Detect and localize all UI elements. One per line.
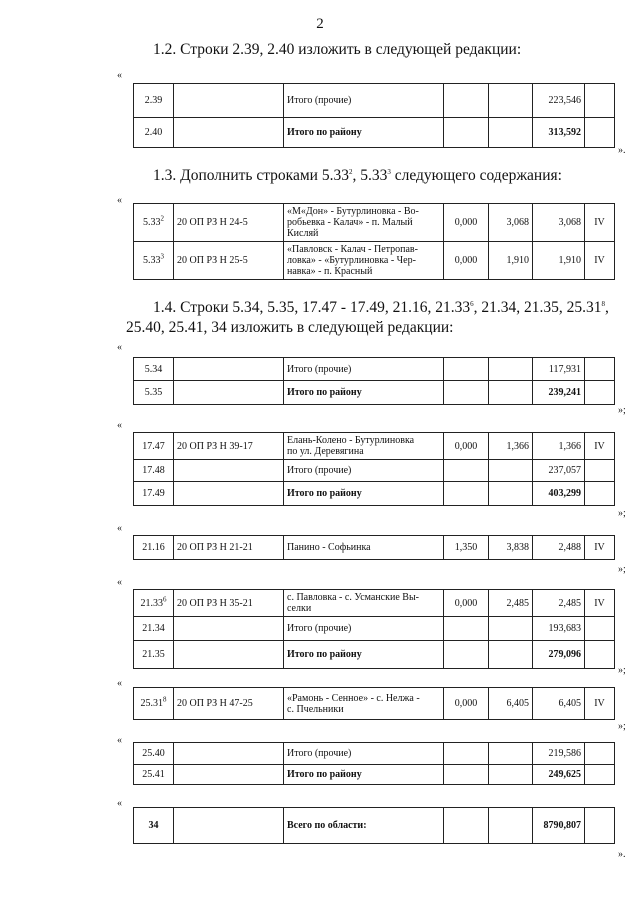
road-code: [174, 641, 284, 669]
table-row: [134, 617, 615, 641]
table-row: [134, 688, 615, 720]
open-quote: «: [117, 735, 122, 746]
heading-text: , 5.33: [352, 167, 388, 184]
end-km: 1,910: [489, 242, 533, 280]
close-quote: »;: [618, 665, 626, 676]
close-quote: »;: [618, 564, 626, 575]
row-superscript: 2: [160, 214, 164, 223]
length-km: 279,096: [533, 641, 585, 669]
length-km: 237,057: [533, 460, 585, 482]
length-km: 239,241: [533, 381, 585, 405]
road-name: «Павловск - Калач - Петропав- ловка» - «Бутурлиновка - Чер- навка» - п. Красный: [284, 242, 444, 280]
close-quote: »;: [618, 405, 626, 416]
table-lines-25-40-25-41: [133, 742, 615, 785]
end-km: [489, 118, 533, 148]
row-number: 17.47: [134, 433, 174, 460]
category: [585, 808, 615, 844]
category: IV: [585, 242, 615, 280]
heading-superscript: 6: [470, 299, 474, 308]
start-km: [444, 765, 489, 785]
road-name: Итого по району: [284, 765, 444, 785]
road-code: 20 ОП РЗ Н 25-5: [174, 242, 284, 280]
table-lines-21-33-21-35: [133, 589, 615, 669]
row-superscript: 3: [160, 252, 164, 261]
length-km: 313,592: [533, 118, 585, 148]
length-km: 249,625: [533, 765, 585, 785]
road-name: с. Павловка - с. Усманские Вы- селки: [284, 590, 444, 617]
end-km: [489, 617, 533, 641]
start-km: 1,350: [444, 536, 489, 560]
end-km: 2,485: [489, 590, 533, 617]
category: [585, 765, 615, 785]
heading-superscript: 3: [387, 167, 391, 176]
row-number: 17.49: [134, 482, 174, 506]
category: [585, 617, 615, 641]
road-code: [174, 84, 284, 118]
road-name: «Рамонь - Сенное» - с. Нелжа - с. Пчельники: [284, 688, 444, 720]
road-name: Итого по району: [284, 381, 444, 405]
open-quote: «: [117, 420, 122, 431]
road-code: 20 ОП РЗ Н 39-17: [174, 433, 284, 460]
road-code: [174, 358, 284, 381]
open-quote: «: [117, 523, 122, 534]
heading-text: 1.3. Дополнить строками 5.33: [153, 167, 349, 184]
category: IV: [585, 536, 615, 560]
length-km: 223,546: [533, 84, 585, 118]
length-km: 1,910: [533, 242, 585, 280]
heading-superscript: 2: [348, 167, 353, 176]
road-name: «М«Дон» - Бутурлиновка - Во- робьевка - Калач» - п. Малый Кисляй: [284, 204, 444, 242]
end-km: 3,068: [489, 204, 533, 242]
table-line-34: [133, 807, 615, 844]
table-row: [134, 204, 615, 242]
page-number: 2: [316, 16, 324, 32]
open-quote: «: [117, 70, 122, 81]
close-quote: ».: [618, 145, 626, 156]
end-km: [489, 641, 533, 669]
table-row: [134, 433, 615, 460]
category: IV: [585, 204, 615, 242]
open-quote: «: [117, 577, 122, 588]
open-quote: «: [117, 798, 122, 809]
length-km: 8790,807: [533, 808, 585, 844]
table-row: [134, 536, 615, 560]
table-row: [134, 808, 615, 844]
end-km: [489, 482, 533, 506]
road-code: 20 ОП РЗ Н 24-5: [174, 204, 284, 242]
close-quote: ».: [618, 849, 626, 860]
row-superscript: 8: [163, 695, 167, 704]
start-km: [444, 358, 489, 381]
section-heading-1-4: [153, 298, 609, 318]
category: [585, 641, 615, 669]
length-km: 193,683: [533, 617, 585, 641]
end-km: [489, 808, 533, 844]
road-name: Итого (прочие): [284, 617, 444, 641]
table-line-25-31: [133, 687, 615, 720]
section-heading-1-4-line2: 25.40, 25.41, 34 изложить в следующей редакции:: [126, 319, 454, 336]
start-km: [444, 84, 489, 118]
end-km: 3,838: [489, 536, 533, 560]
start-km: 0,000: [444, 242, 489, 280]
section-heading-1-2: 1.2. Строки 2.39, 2.40 изложить в следующей редакции:: [153, 41, 522, 58]
table-row: [134, 381, 615, 405]
end-km: [489, 358, 533, 381]
table-row: [134, 118, 615, 148]
start-km: [444, 118, 489, 148]
road-code: [174, 617, 284, 641]
open-quote: «: [117, 195, 122, 206]
start-km: [444, 641, 489, 669]
start-km: 0,000: [444, 688, 489, 720]
start-km: [444, 381, 489, 405]
table-lines-5-33: [133, 203, 615, 280]
row-number: 21.35: [134, 641, 174, 669]
category: [585, 381, 615, 405]
heading-superscript: 8: [601, 299, 605, 308]
road-code: [174, 482, 284, 506]
start-km: [444, 743, 489, 765]
row-number: 25.40: [134, 743, 174, 765]
row-number: 5.33$^3$: [134, 242, 174, 280]
road-code: [174, 743, 284, 765]
table-row: [134, 641, 615, 669]
start-km: 0,000: [444, 590, 489, 617]
row-number: 2.39: [134, 84, 174, 118]
length-km: 2,485: [533, 590, 585, 617]
road-name: Итого (прочие): [284, 358, 444, 381]
row-number: 21.33$^6$: [134, 590, 174, 617]
road-name: Итого (прочие): [284, 460, 444, 482]
end-km: [489, 743, 533, 765]
row-number: 5.33$^2$: [134, 204, 174, 242]
road-name: Итого по району: [284, 118, 444, 148]
heading-text: ,: [604, 299, 609, 316]
row-number: 25.41: [134, 765, 174, 785]
table-row: [134, 765, 615, 785]
length-km: 117,931: [533, 358, 585, 381]
end-km: [489, 381, 533, 405]
length-km: 3,068: [533, 204, 585, 242]
table-row: [134, 84, 615, 118]
road-name: Итого (прочие): [284, 84, 444, 118]
road-name: Елань-Колено - Бутурлиновка по ул. Деревягина: [284, 433, 444, 460]
road-name: Всего по области:: [284, 808, 444, 844]
start-km: 0,000: [444, 433, 489, 460]
end-km: [489, 84, 533, 118]
heading-text: , 21.34, 21.35, 25.31: [473, 299, 602, 316]
category: IV: [585, 433, 615, 460]
row-number: 34: [134, 808, 174, 844]
row-number: 2.40: [134, 118, 174, 148]
category: [585, 358, 615, 381]
category: [585, 482, 615, 506]
start-km: [444, 808, 489, 844]
open-quote: «: [117, 342, 122, 353]
table-row: [134, 358, 615, 381]
category: [585, 84, 615, 118]
start-km: [444, 482, 489, 506]
heading-text: следующего содержания:: [390, 167, 562, 184]
table-line-21-16: [133, 535, 615, 560]
start-km: 0,000: [444, 204, 489, 242]
road-name: Итого по району: [284, 641, 444, 669]
category: [585, 118, 615, 148]
road-code: 20 ОП РЗ Н 47-25: [174, 688, 284, 720]
row-number: 17.48: [134, 460, 174, 482]
road-code: [174, 808, 284, 844]
road-code: 20 ОП РЗ Н 21-21: [174, 536, 284, 560]
table-row: [134, 242, 615, 280]
end-km: [489, 765, 533, 785]
category: [585, 743, 615, 765]
length-km: 219,586: [533, 743, 585, 765]
section-heading-1-3: [153, 166, 562, 186]
table-lines-17-47-17-49: [133, 432, 615, 506]
row-number: 21.16: [134, 536, 174, 560]
length-km: 6,405: [533, 688, 585, 720]
road-code: [174, 460, 284, 482]
length-km: 2,488: [533, 536, 585, 560]
table-row: [134, 460, 615, 482]
heading-text: 1.4. Строки 5.34, 5.35, 17.47 - 17.49, 21.16, 21.33: [153, 299, 471, 316]
row-number: 25.31$^8$: [134, 688, 174, 720]
road-name: Итого (прочие): [284, 743, 444, 765]
end-km: 6,405: [489, 688, 533, 720]
table-row: [134, 482, 615, 506]
row-number: 21.34: [134, 617, 174, 641]
road-name: Итого по району: [284, 482, 444, 506]
road-code: [174, 118, 284, 148]
category: IV: [585, 590, 615, 617]
start-km: [444, 460, 489, 482]
road-name: Панино - Софьинка: [284, 536, 444, 560]
table-lines-5-34-5-35: [133, 357, 615, 405]
end-km: [489, 460, 533, 482]
row-number: 5.34: [134, 358, 174, 381]
road-code: 20 ОП РЗ Н 35-21: [174, 590, 284, 617]
table-lines-2-39-2-40: [133, 83, 615, 148]
table-row: [134, 743, 615, 765]
road-code: [174, 765, 284, 785]
category: IV: [585, 688, 615, 720]
row-superscript: 6: [163, 595, 167, 604]
close-quote: »;: [618, 508, 626, 519]
row-number: 5.35: [134, 381, 174, 405]
table-row: [134, 590, 615, 617]
end-km: 1,366: [489, 433, 533, 460]
category: [585, 460, 615, 482]
road-code: [174, 381, 284, 405]
start-km: [444, 617, 489, 641]
length-km: 1,366: [533, 433, 585, 460]
close-quote: »;: [618, 721, 626, 732]
open-quote: «: [117, 678, 122, 689]
length-km: 403,299: [533, 482, 585, 506]
